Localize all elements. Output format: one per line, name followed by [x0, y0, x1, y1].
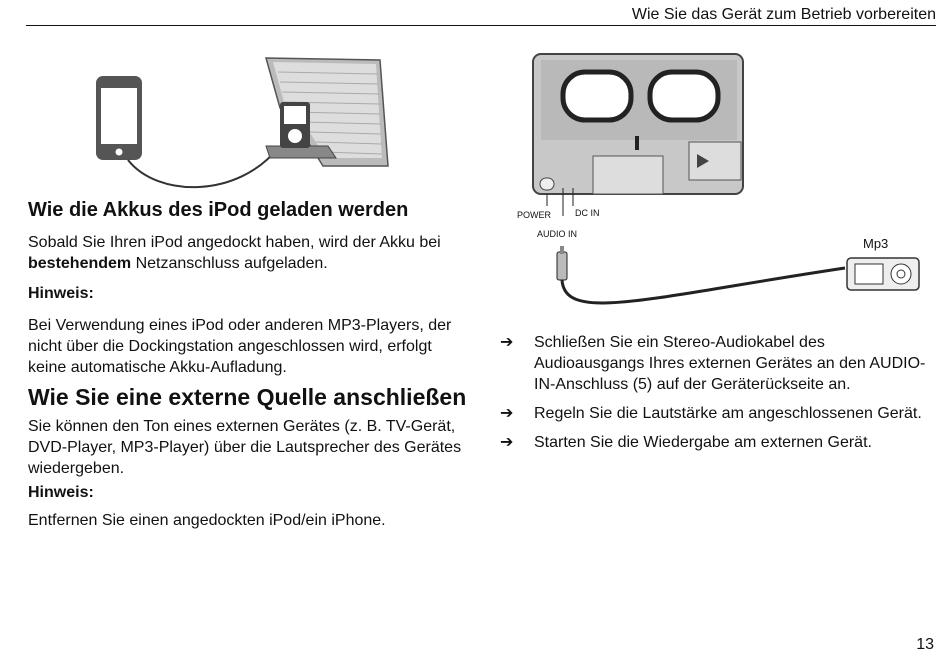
instruction-step	[500, 332, 930, 395]
speaker-left	[563, 72, 631, 120]
back-panel-illustration	[505, 48, 925, 308]
page-header-title: Wie Sie das Gerät zum Betrieb vorbereiten	[631, 6, 936, 23]
arrow-right-icon: ➔	[500, 334, 514, 351]
label-dcin: DC IN	[575, 208, 600, 218]
audio-cable	[562, 268, 845, 303]
page-number: 13	[916, 636, 934, 653]
section2-note-text: Entfernen Sie einen angedockten iPod/ein iPhone.	[28, 512, 386, 529]
dock-illustration	[88, 48, 398, 198]
dock-cable	[128, 148, 278, 187]
section1-note-text: Bei Verwendung eines iPod oder anderen MP3-Players, der nicht über die Dockingstation angeschlossen wird, erfolgt keine automatische Akku-Aufladung.	[28, 317, 452, 376]
audio-plug	[557, 246, 567, 280]
section1-paragraph-pre: Sobald Sie Ihren iPod angedockt haben, wird der Akku bei	[28, 234, 441, 251]
label-power: POWER	[517, 210, 552, 220]
section2-paragraph: Sie können den Ton eines externen Gerätes (z. B. TV-Gerät, DVD-Player, MP3-Player) über die Lautsprecher des Gerätes wiedergeben.	[28, 418, 462, 477]
arrow-right-icon: ➔	[500, 434, 514, 451]
instruction-step	[500, 403, 930, 424]
speaker-right	[650, 72, 718, 120]
mp3-player-icon	[847, 258, 919, 290]
speaker-dock	[266, 58, 388, 166]
section2-note-label: Hinweis:	[28, 484, 94, 501]
step-text: Regeln Sie die Lautstärke am angeschlossenen Gerät.	[534, 405, 922, 422]
section-heading-ipod-charging: Wie die Akkus des iPod geladen werden	[28, 199, 409, 221]
section1-note-label: Hinweis:	[28, 285, 94, 302]
step-text: Starten Sie die Wiedergabe am externen Gerät.	[534, 434, 872, 451]
section1-paragraph-bold: bestehendem	[28, 255, 132, 272]
iphone-icon	[96, 76, 142, 160]
instruction-steps	[500, 332, 930, 461]
section1-paragraph-post: Netzanschluss aufgeladen.	[131, 255, 328, 272]
section-heading-external-source: Wie Sie eine externe Quelle anschließen	[28, 384, 467, 410]
instruction-step	[500, 432, 930, 453]
device-back-panel	[533, 54, 743, 194]
section1-paragraph	[28, 232, 468, 274]
arrow-right-icon: ➔	[500, 405, 514, 422]
label-audioin: AUDIO IN	[537, 229, 578, 239]
header-rule	[26, 25, 936, 26]
step-text: Schließen Sie ein Stereo-Audiokabel des Audioausgangs Ihres externen Gerätes an den AUDIO-IN-Anschluss (5) auf der Geräterückseite an.	[534, 334, 926, 393]
label-mp3: Mp3	[863, 236, 889, 251]
